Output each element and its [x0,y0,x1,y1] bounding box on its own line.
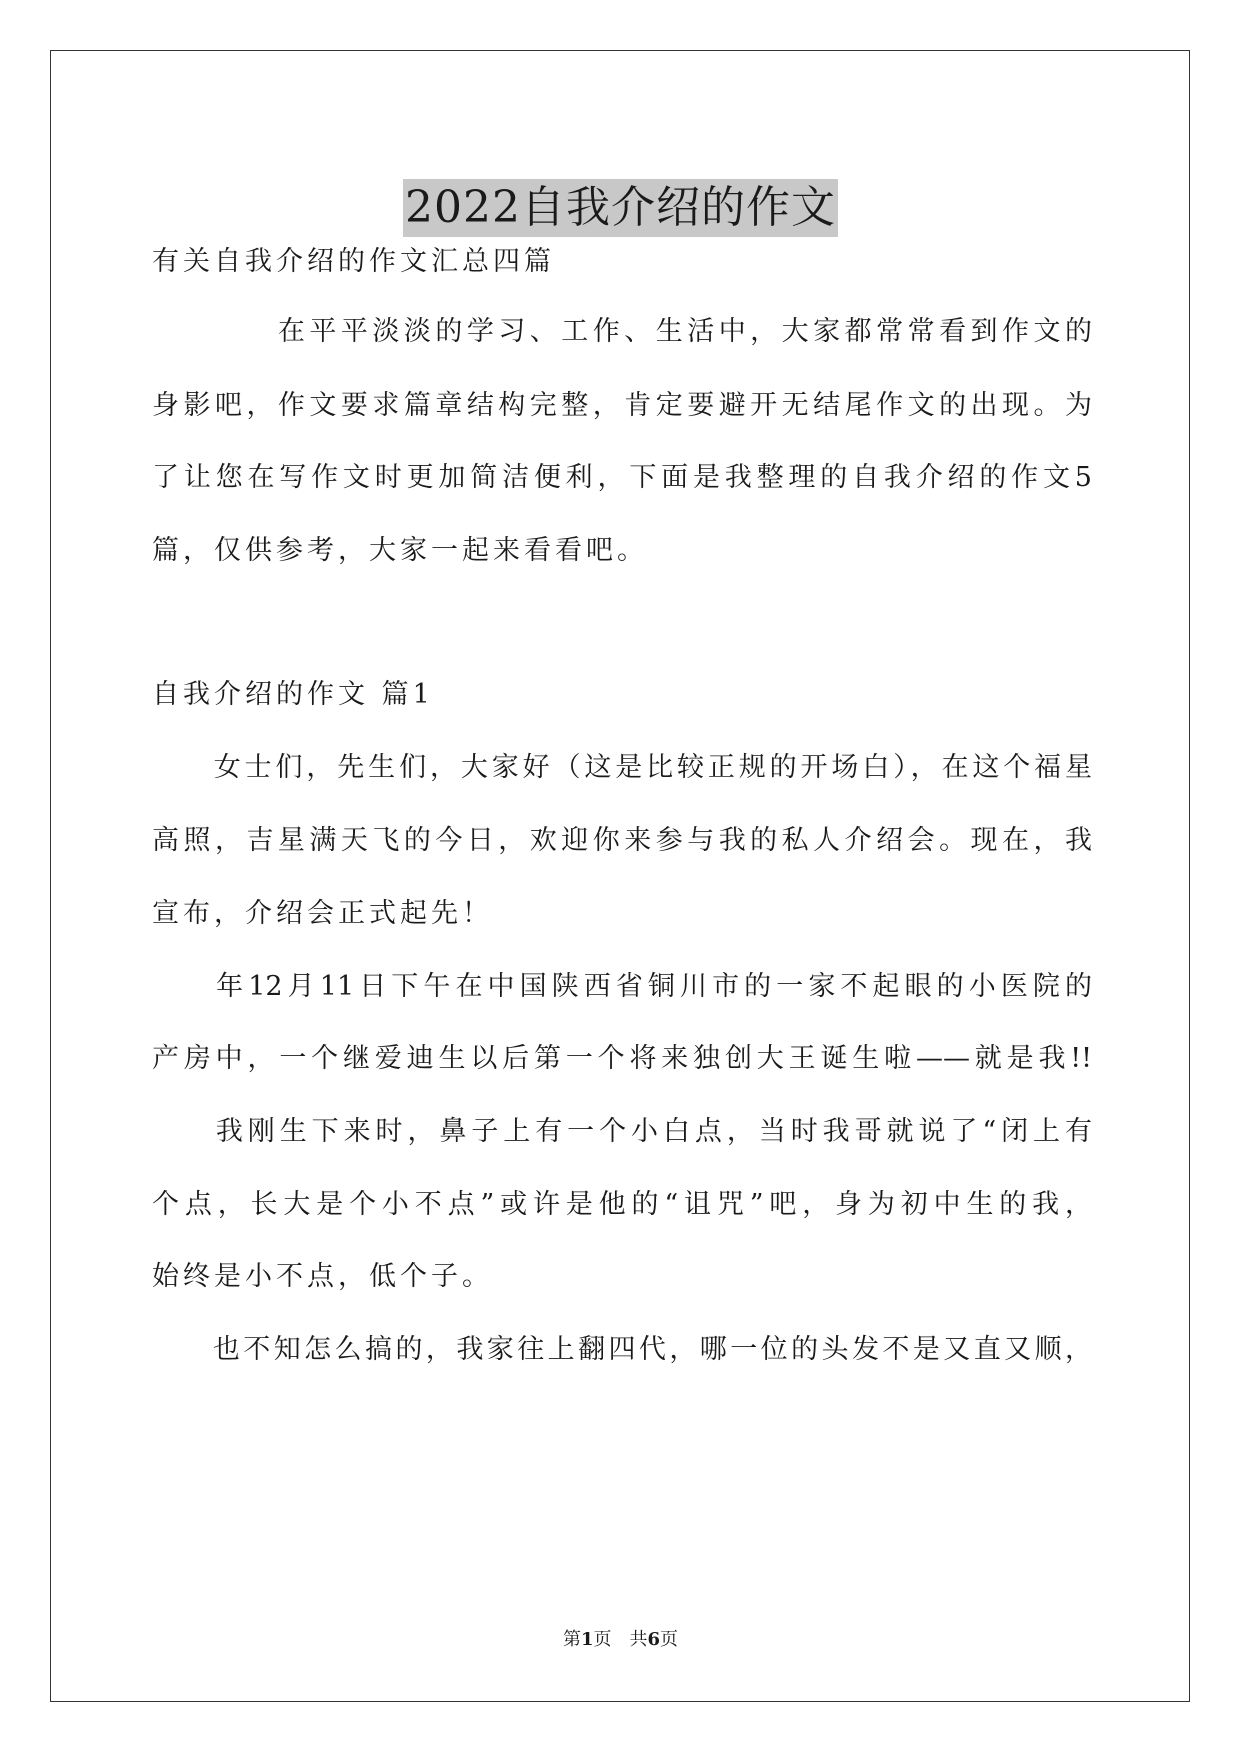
page-footer [0,1628,1241,1652]
document-subtitle: 有关自我介绍的作文汇总四篇 [152,246,555,277]
footer-prefix: 第 [562,1629,581,1650]
intro-line-4: 篇，仅供参考，大家一起来看看吧。 [152,535,648,566]
body-line-9: 也不知怎么搞的，我家往上翻四代，哪一位的头发不是又直又顺， [152,1334,1092,1365]
body-line-3: 宣布，介绍会正式起先！ [152,898,493,929]
footer-mid: 页 共 [593,1629,648,1650]
section-heading: 自我介绍的作文 篇1 [152,679,434,710]
footer-page-current: 1 [580,1629,594,1650]
document-title: 2022自我介绍的作文 [403,179,838,237]
page-border [50,50,1190,1702]
body-line-1: 女士们，先生们，大家好（这是比较正规的开场白），在这个福星 [152,752,1092,783]
footer-page-total: 6 [647,1629,661,1650]
footer-suffix: 页 [660,1629,679,1650]
body-line-7: 个点，长大是个小不点”或许是他的“诅咒”吧，身为初中生的我， [152,1189,1092,1220]
body-line-5: 产房中，一个继爱迪生以后第一个将来独创大王诞生啦——就是我!! [152,1043,1092,1074]
body-line-4: 年12月11日下午在中国陕西省铜川市的一家不起眼的小医院的 [152,971,1092,1002]
intro-line-2: 身影吧，作文要求篇章结构完整，肯定要避开无结尾作文的出现。为 [152,390,1092,421]
body-line-8: 始终是小不点，低个子。 [152,1261,493,1292]
body-line-2: 高照，吉星满天飞的今日，欢迎你来参与我的私人介绍会。现在，我 [152,825,1092,856]
intro-line-3: 了让您在写作文时更加简洁便利，下面是我整理的自我介绍的作文5 [152,462,1092,493]
intro-line-1: 在平平淡淡的学习、工作、生活中，大家都常常看到作文的 [152,316,1092,347]
body-line-6: 我刚生下来时，鼻子上有一个小白点，当时我哥就说了“闭上有 [152,1116,1092,1147]
